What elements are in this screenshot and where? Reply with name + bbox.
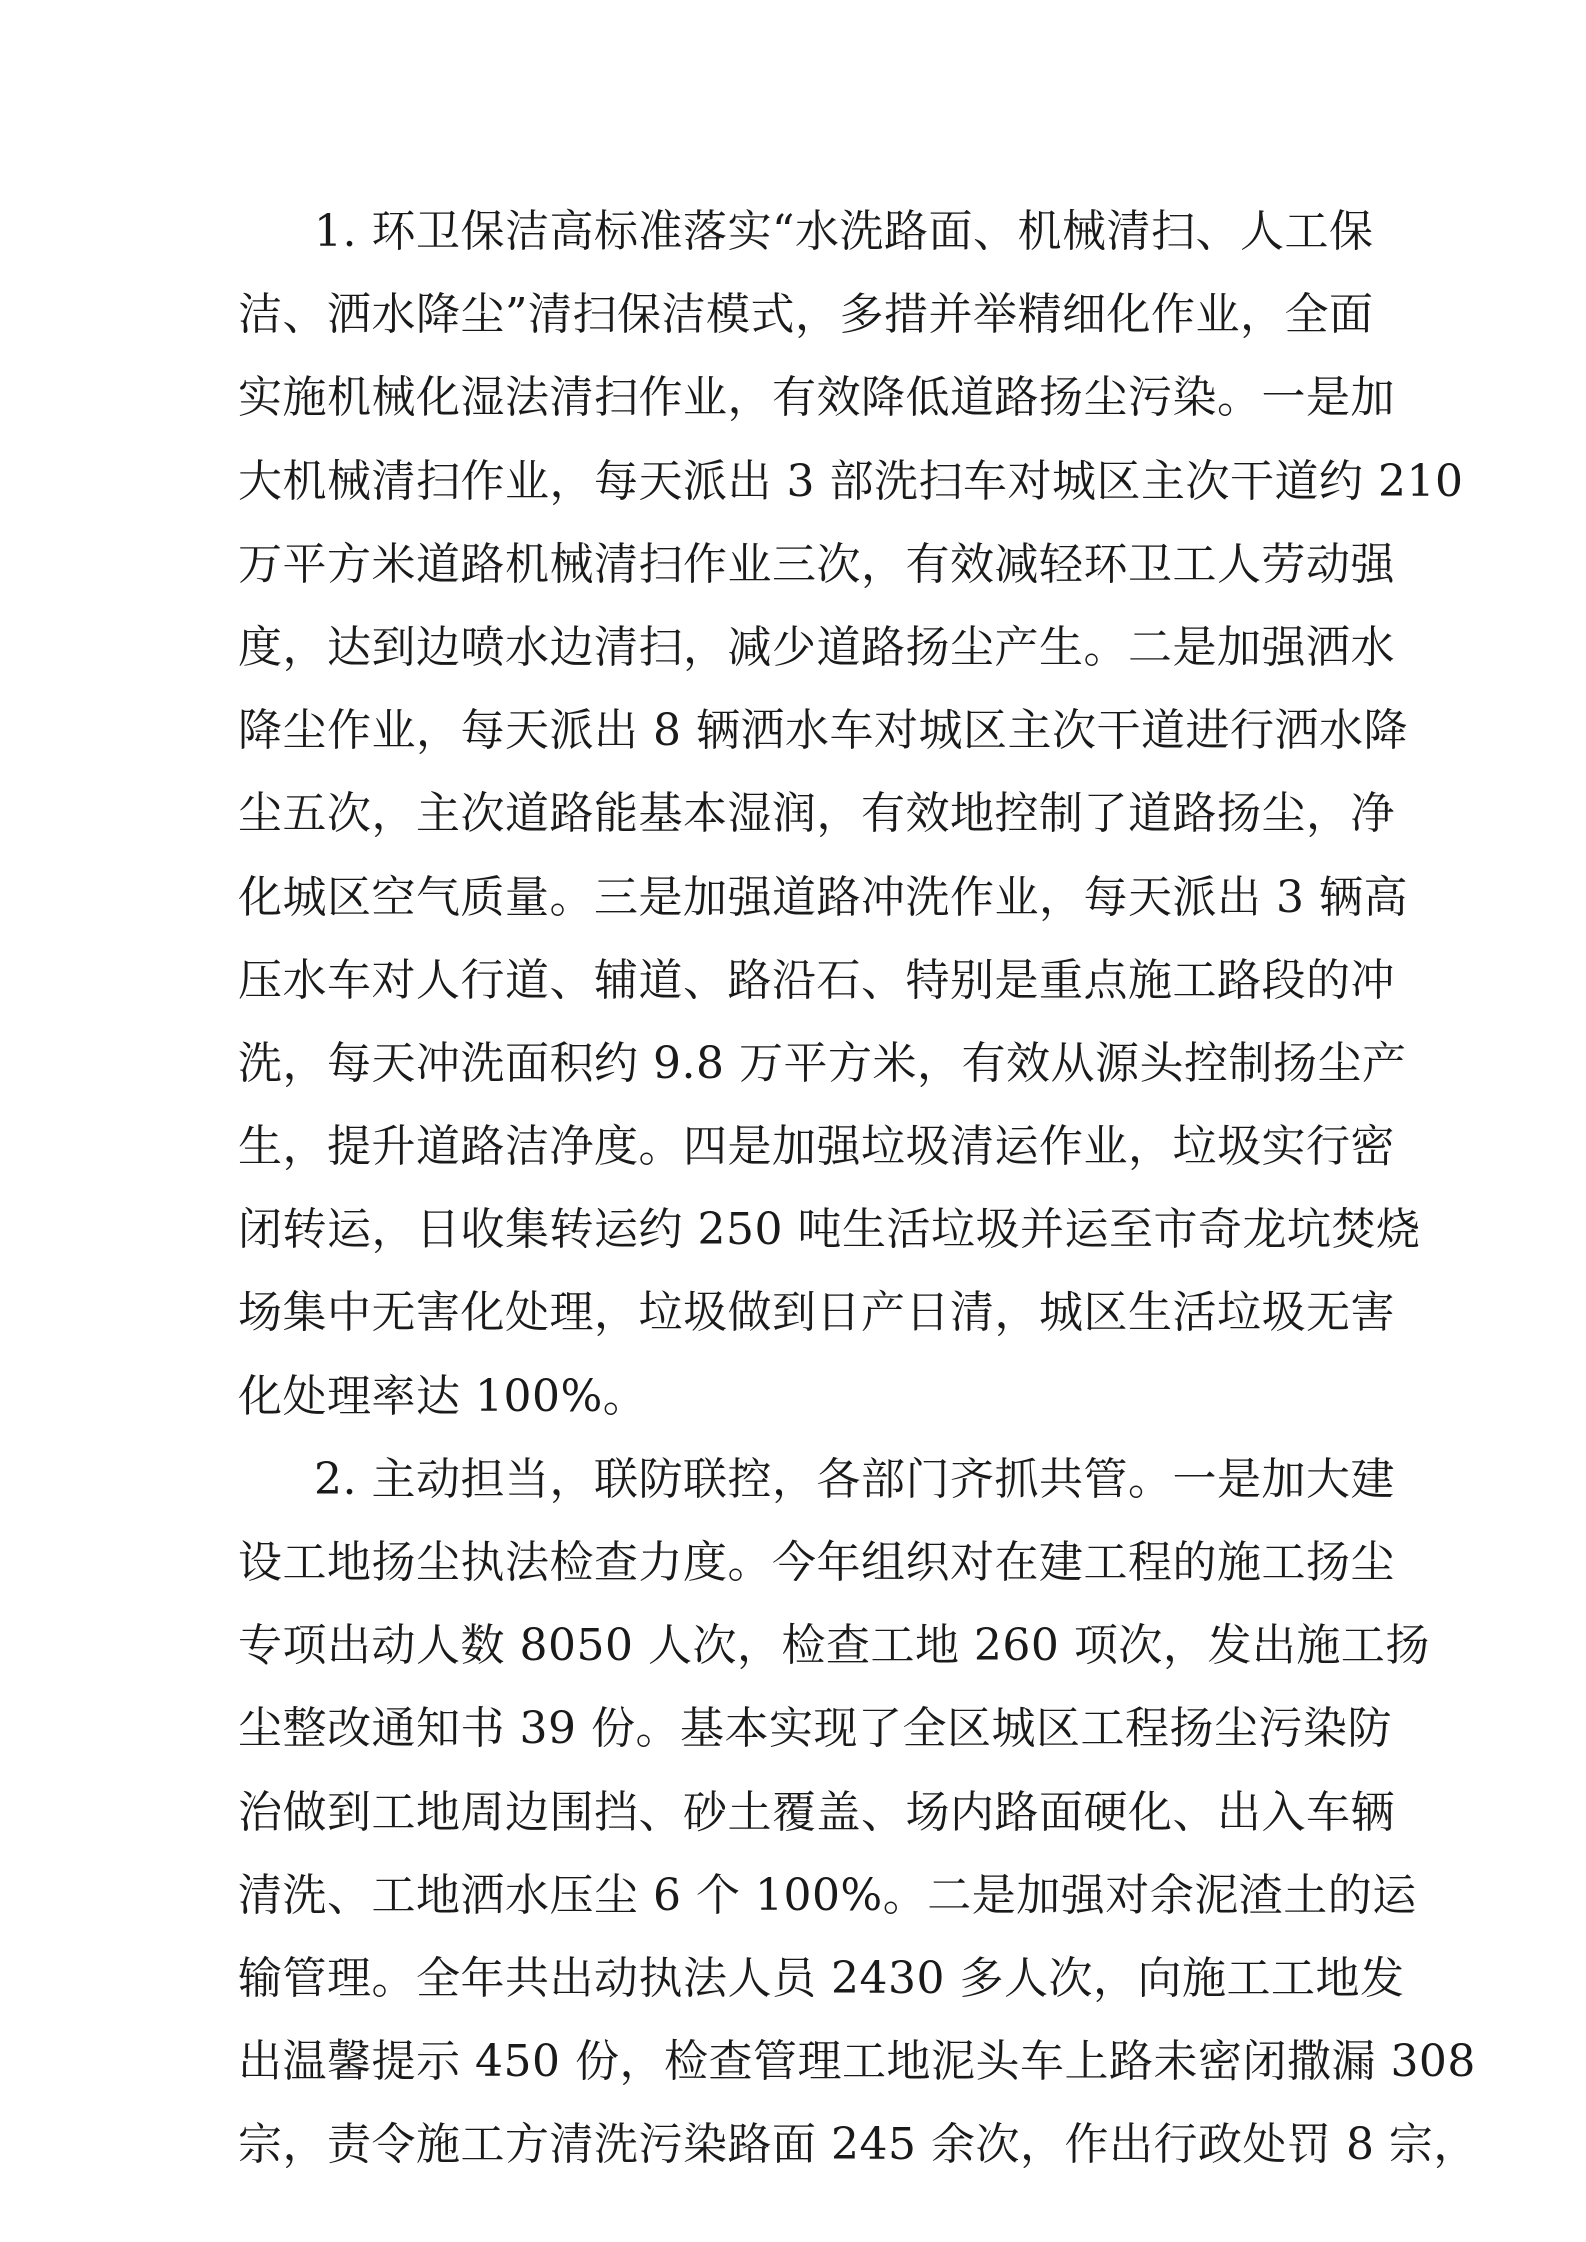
text-line: 压水车对人行道、辅道、路沿石、特别是重点施工路段的冲 <box>238 954 1395 1006</box>
text-line: 万平方米道路机械清扫作业三次，有效减轻环卫工人劳动强 <box>238 538 1395 590</box>
text-line: 洁、洒水降尘”清扫保洁模式，多措并举精细化作业，全面 <box>238 289 1374 341</box>
text-line: 2. 主动担当，联防联控，各部门齐抓共管。一是加大建 <box>314 1453 1395 1505</box>
text-line: 闭转运，日收集转运约 250 吨生活垃圾并运至市奇龙坑焚烧 <box>238 1204 1421 1256</box>
text-line: 生，提升道路洁净度。四是加强垃圾清运作业，垃圾实行密 <box>238 1121 1395 1173</box>
text-line: 治做到工地周边围挡、砂土覆盖、场内路面硬化、出入车辆 <box>238 1786 1395 1838</box>
text-line: 化处理率达 100%。 <box>238 1370 648 1422</box>
text-line: 大机械清扫作业，每天派出 3 部洗扫车对城区主次干道约 210 <box>238 455 1464 507</box>
text-line: 清洗、工地洒水压尘 6 个 100%。二是加强对余泥渣土的运 <box>238 1869 1417 1921</box>
text-line: 1. 环卫保洁高标准落实“水洗路面、机械清扫、人工保 <box>314 206 1374 257</box>
text-line: 尘五次，主次道路能基本湿润，有效地控制了道路扬尘，净 <box>238 788 1395 840</box>
text-line: 输管理。全年共出动执法人员 2430 多人次，向施工工地发 <box>238 1952 1405 2004</box>
text-line: 洗，每天冲洗面积约 9.8 万平方米，有效从源头控制扬尘产 <box>238 1037 1407 1089</box>
document-body <box>238 190 1478 2187</box>
paragraph-2 <box>238 1438 1478 2187</box>
text-line: 设工地扬尘执法检查力度。今年组织对在建工程的施工扬尘 <box>238 1537 1395 1588</box>
text-line: 场集中无害化处理，垃圾做到日产日清，城区生活垃圾无害 <box>238 1287 1395 1339</box>
text-line: 尘整改通知书 39 份。基本实现了全区城区工程扬尘污染防 <box>238 1703 1392 1755</box>
text-line: 度，达到边喷水边清扫，减少道路扬尘产生。二是加强洒水 <box>238 621 1395 673</box>
text-line: 化城区空气质量。三是加强道路冲洗作业，每天派出 3 辆高 <box>238 871 1408 923</box>
paragraph-1 <box>238 190 1464 1438</box>
text-line: 出温馨提示 450 份，检查管理工地泥头车上路未密闭撒漏 308 <box>238 2036 1476 2088</box>
text-line: 宗，责令施工方清洗污染路面 245 余次，作出行政处罚 8 宗， <box>238 2119 1478 2171</box>
text-line: 专项出动人数 8050 人次，检查工地 260 项次，发出施工扬 <box>238 1620 1430 1672</box>
text-line: 降尘作业，每天派出 8 辆洒水车对城区主次干道进行洒水降 <box>238 705 1408 757</box>
text-line: 实施机械化湿法清扫作业，有效降低道路扬尘污染。一是加 <box>238 372 1395 424</box>
